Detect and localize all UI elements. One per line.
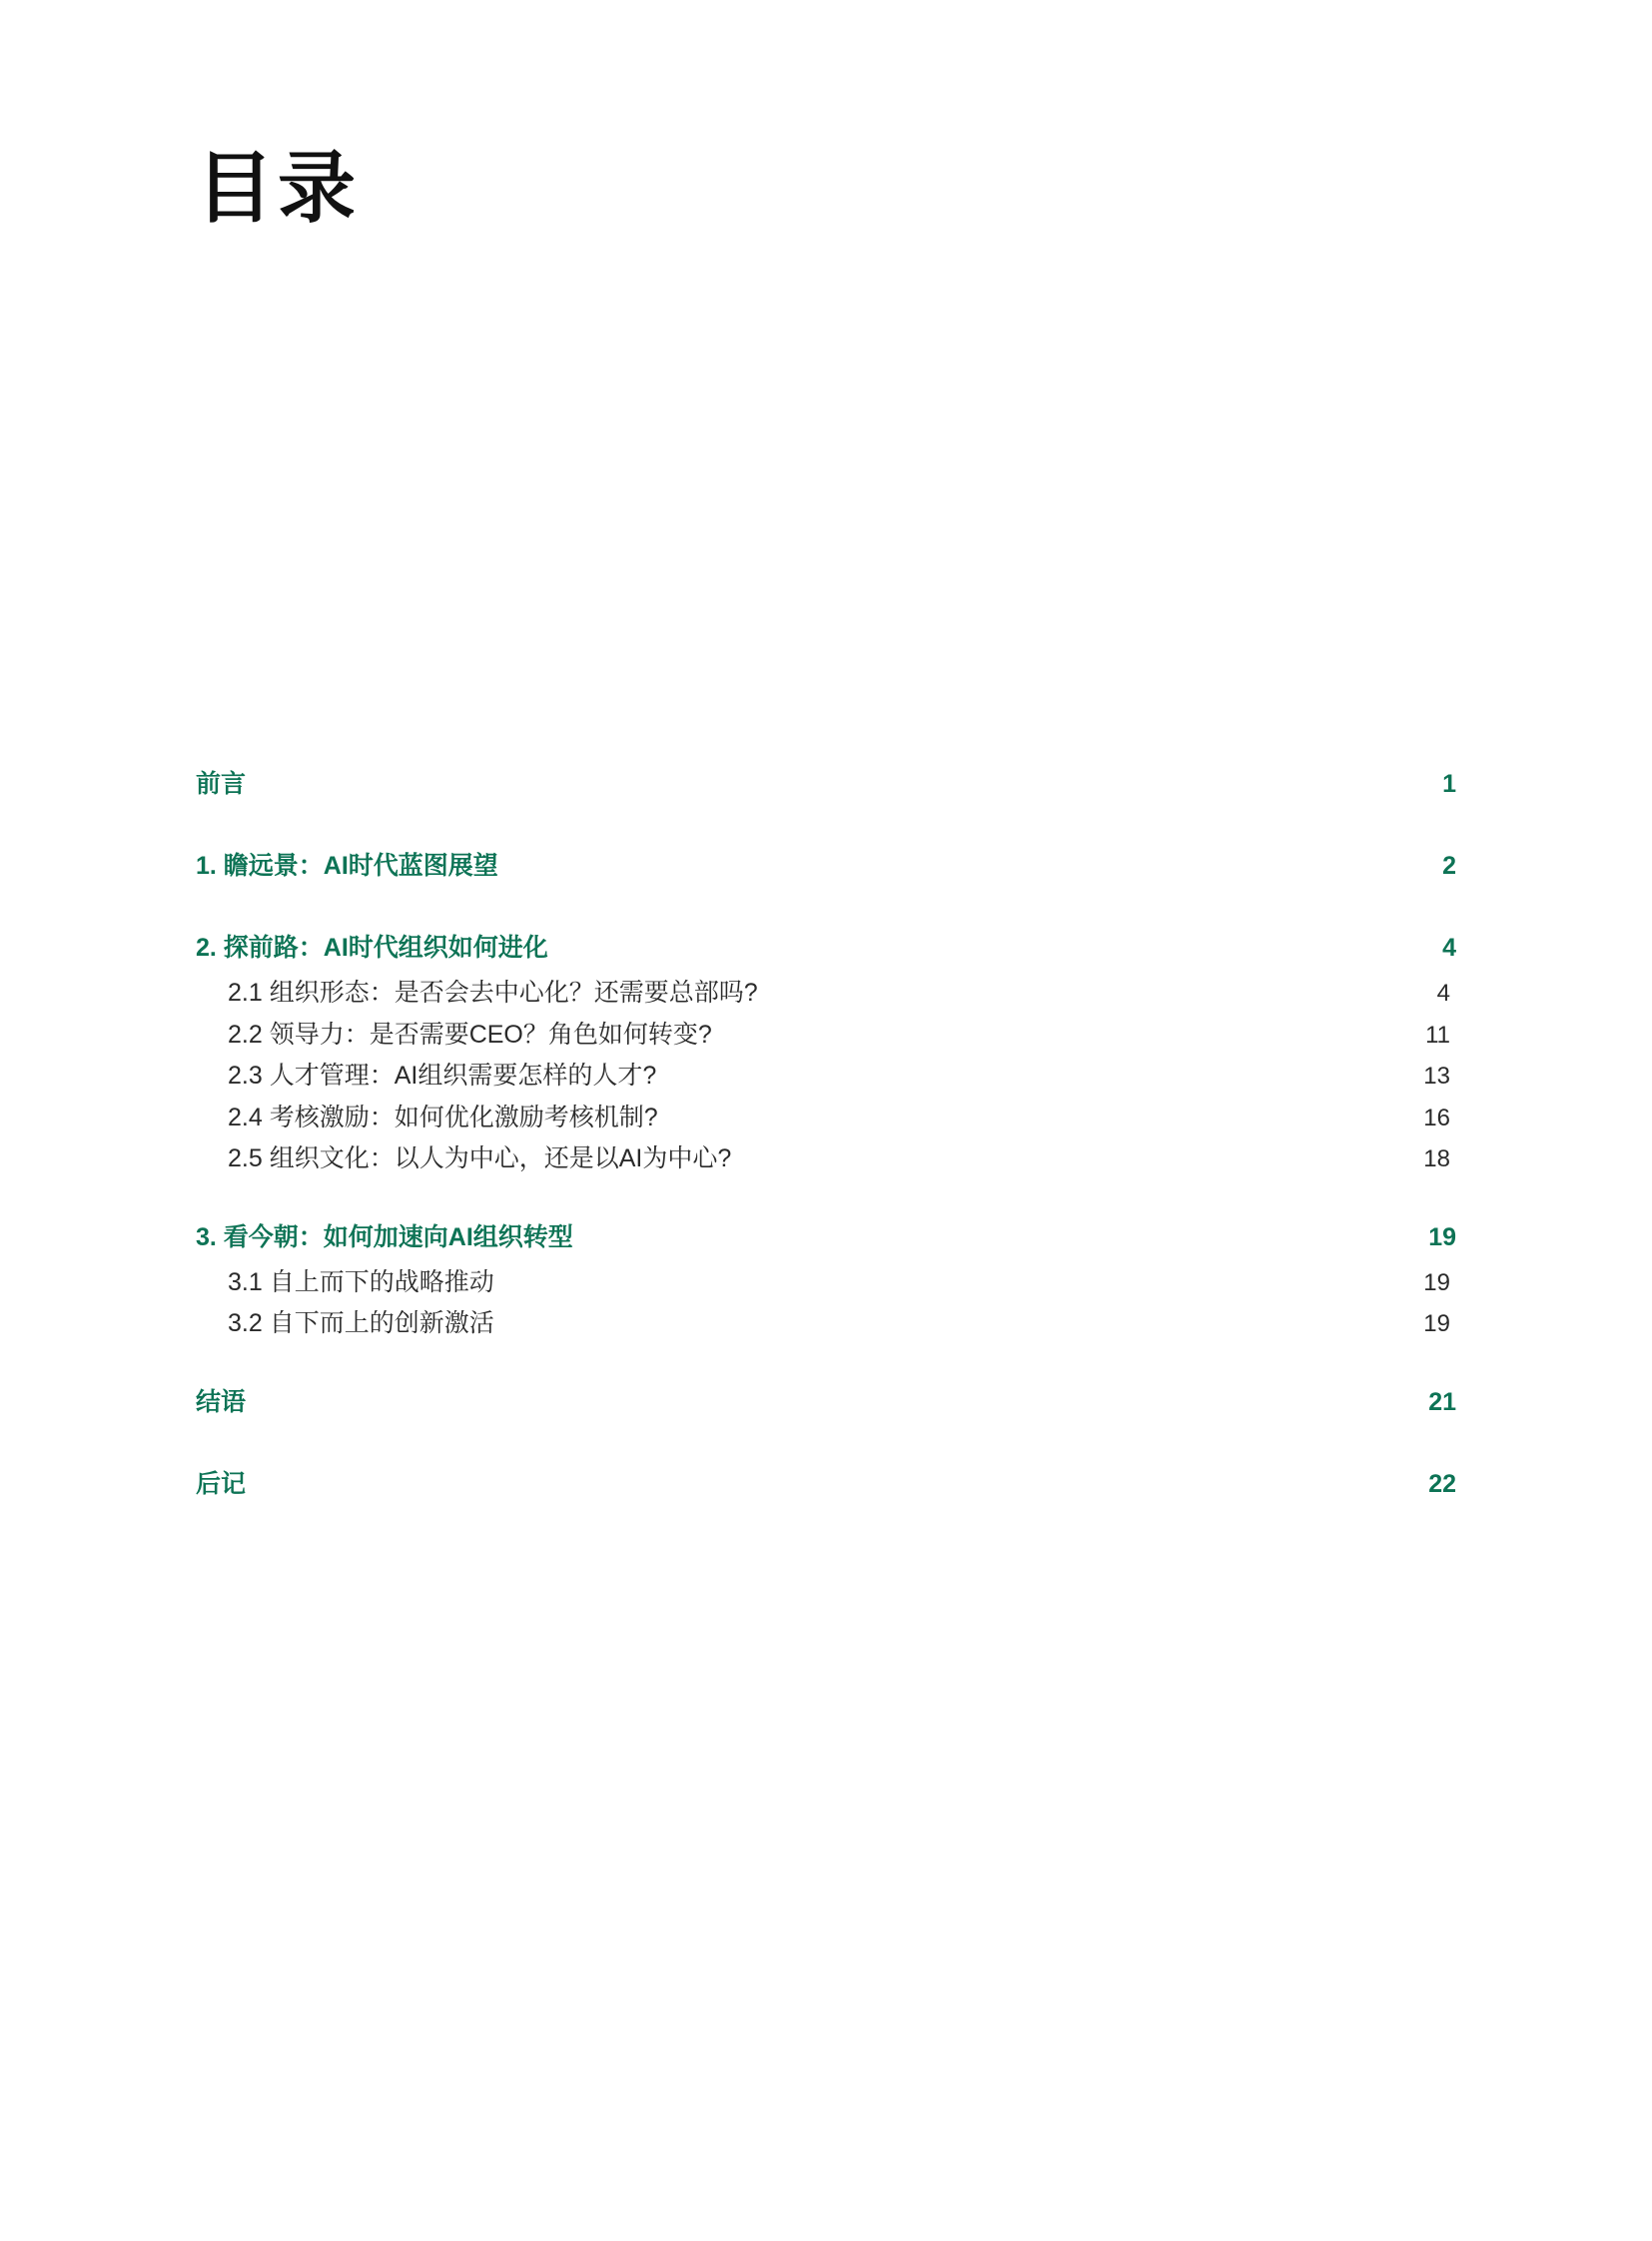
toc-subentry-3-2[interactable] [196, 1303, 1456, 1345]
toc-entry-page: 22 [1428, 1469, 1456, 1498]
toc-subentry-label: 2.4 考核激励：如何优化激励考核机制? [228, 1103, 658, 1131]
toc-subentry-2-1[interactable] [196, 973, 1456, 1015]
toc-subentry-2-2[interactable] [196, 1015, 1456, 1057]
toc-sublist-chapter-3 [196, 1262, 1456, 1345]
spacer [196, 1345, 1456, 1387]
toc-entry-page: 2 [1442, 852, 1456, 880]
spacer [196, 881, 1456, 933]
toc-subentry-page: 11 [1425, 1021, 1450, 1049]
toc-entry-label: 1. 瞻远景：AI时代蓝图展望 [196, 852, 498, 880]
toc-subentry-label: 2.1 组织形态：是否会去中心化？还需要总部吗? [228, 979, 758, 1007]
toc-entry-page: 21 [1428, 1387, 1456, 1416]
toc-entry-chapter-2[interactable] [196, 933, 1456, 963]
toc-subentry-2-4[interactable] [196, 1098, 1456, 1139]
toc-subentry-label: 3.1 自上而下的战略推动 [228, 1267, 494, 1296]
toc-subentry-page: 19 [1423, 1310, 1450, 1337]
spacer [196, 1417, 1456, 1469]
toc-entry-page: 19 [1428, 1222, 1456, 1251]
table-of-contents [196, 769, 1456, 1499]
spacer [196, 799, 1456, 851]
toc-subentry-page: 16 [1423, 1104, 1450, 1131]
toc-subentry-3-1[interactable] [196, 1262, 1456, 1304]
toc-entry-page: 4 [1442, 934, 1456, 962]
toc-sublist-chapter-2 [196, 973, 1456, 1180]
toc-entry-chapter-3[interactable] [196, 1222, 1456, 1252]
toc-entry-label: 3. 看今朝：如何加速向AI组织转型 [196, 1222, 573, 1251]
toc-entry-label: 前言 [196, 770, 247, 798]
toc-subentry-2-5[interactable] [196, 1138, 1456, 1180]
toc-entry-preface[interactable] [196, 769, 1456, 799]
toc-entry-afterword[interactable] [196, 1469, 1456, 1499]
toc-subentry-2-3[interactable] [196, 1056, 1456, 1098]
toc-subentry-label: 2.3 人才管理：AI组织需要怎样的人才? [228, 1062, 657, 1090]
toc-entry-label: 结语 [196, 1387, 247, 1416]
toc-entry-chapter-1[interactable] [196, 851, 1456, 881]
toc-subentry-label: 3.2 自下而上的创新激活 [228, 1309, 494, 1337]
toc-subentry-page: 4 [1436, 980, 1450, 1007]
toc-subentry-label: 2.2 领导力：是否需要CEO？角色如何转变? [228, 1020, 712, 1049]
toc-subentry-page: 13 [1423, 1063, 1450, 1090]
toc-entry-label: 后记 [196, 1469, 247, 1498]
toc-entry-label: 2. 探前路：AI时代组织如何进化 [196, 934, 548, 962]
toc-subentry-label: 2.5 组织文化：以人为中心，还是以AI为中心? [228, 1144, 732, 1172]
toc-subentry-page: 18 [1423, 1145, 1450, 1172]
toc-entry-page: 1 [1442, 770, 1456, 798]
spacer [196, 1180, 1456, 1222]
toc-subentry-page: 19 [1423, 1268, 1450, 1296]
page-title: 目录 [196, 145, 361, 232]
toc-entry-conclusion[interactable] [196, 1387, 1456, 1417]
